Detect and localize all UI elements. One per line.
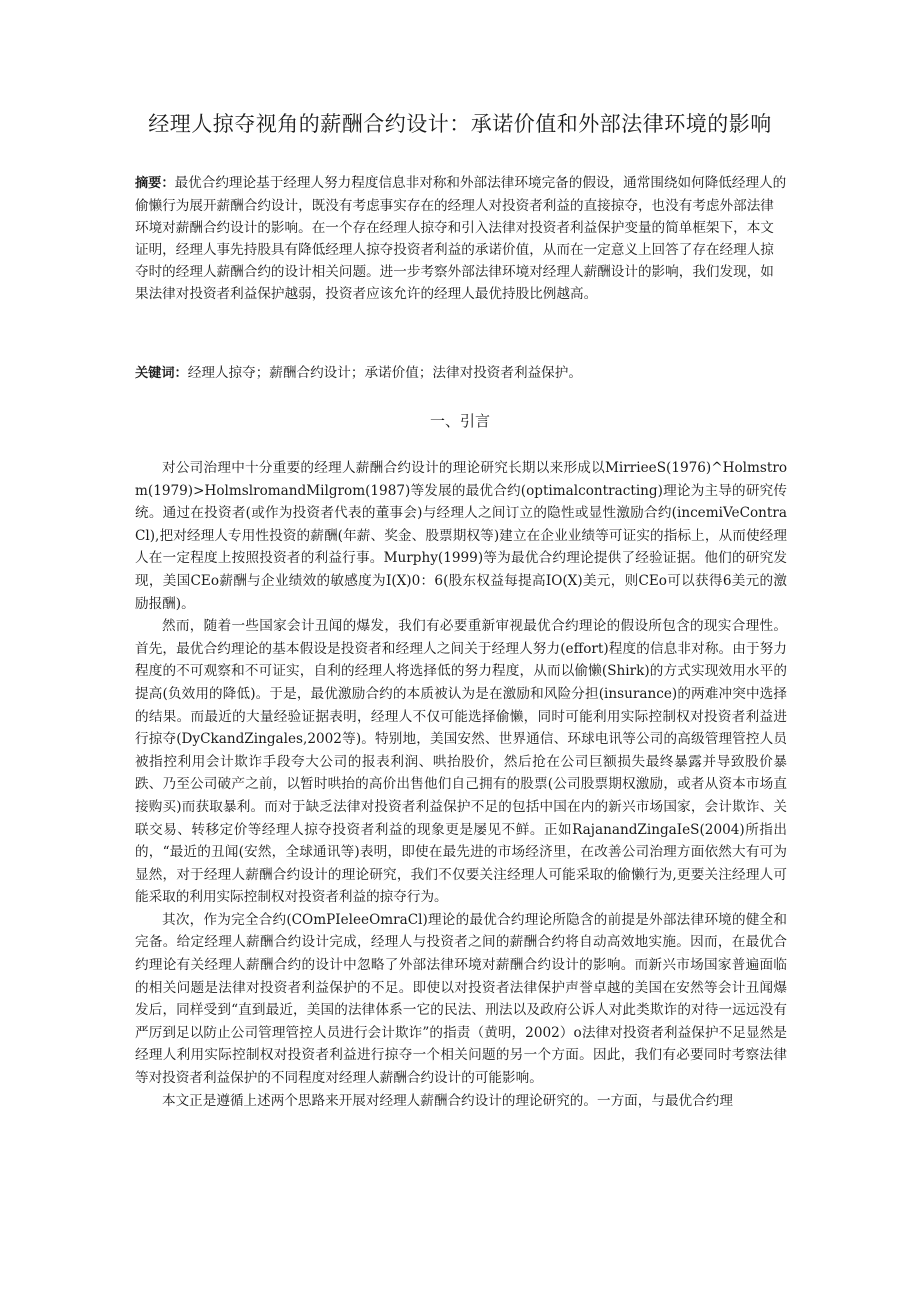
paragraph: 然而，随着一些国家会计丑闻的爆发，我们有必要重新审视最优合约理论的假设所包含的现实合理性。首先，最优合约理论的基本假设是投资者和经理人之间关于经理人努力(effort)程度的信息非对称。由于努力程度的不可观察和不可证实，自利的经理人将选择低的努力程度，从而以偷懒(Shirk)的方式实现效用水平的提高(负效用的降低)。于是，最优激励合约的本质被认为是在激励和风险分担(insurance)的两难冲突中选择的结果。而最近的大量经验证据表明，经理人不仅可能选择偷懒，同时可能利用实际控制权对投资者利益进行掠夺(DyCkandZingales,2002等)。特别地，美国安然、世界通信、环球电讯等公司的高级管理管控人员被指控利用会计欺诈手段夸大公司的报表利润、哄抬股价，然后抢在公司巨额损失最终暴露并导致股价暴跌、乃至公司破产之前，以暂时哄抬的高价出售他们自己拥有的股票(公司股票期权激励，或者从资本市场直接购买)而获取暴利。而对于缺乏法律对投资者利益保护不足的包括中国在内的新兴市场国家，会计欺诈、关联交易、转移定价等经理人掠夺投资者利益的现象更是屡见不鲜。正如RajanandZingaIeS(2004)所指出的，“最近的丑闻(安然，全球通讯等)表明，即使在最先进的市场经济里，在改善公司治理方面依然大有可为显然，对于经理人薪酬合约设计的理论研究，我们不仅要关注经理人可能采取的偷懒行为,更要关注经理人可能采取的利用实际控制权对投资者利益的掠夺行为。 <box>135 618 787 906</box>
paragraph: 对公司治理中十分重要的经理人薪酬合约设计的理论研究长期以来形成以MirrieeS(1976)^Holmstrom(1979)>HolmslromandMilgrom(1987)等发展的最优合约(optimalcontracting)理论为主导的研究传统。通过在投资者(或作为投资者代表的董事会)与经理人之间订立的隐性或显性激励合约(incemiVeContraCl),把对经理人专用性投资的薪酬(年薪、奖金、股票期权等)建立在企业业绩等可证实的指标上，从而使经理人在一定程度上按照投资者的利益行事。Murphy(1999)等为最优合约理论提供了经验证据。他们的研究发现，美国CEo薪酬与企业绩效的敏感度为I(X)0：6(股东权益每提高IO(X)美元，则CEo可以获得6美元的激励报酬)。 <box>135 460 787 612</box>
abstract-text: 最优合约理论基于经理人努力程度信息非对称和外部法律环境完备的假设，通常围绕如何降低经理人的偷懒行为展开薪酬合约设计，既没有考虑事实存在的经理人对投资者利益的直接掠夺，也没有考虑外部法律环境对薪酬合约设计的影响。在一个存在经理人掠夺和引入法律对投资者利益保护变量的简单框架下，本文证明，经理人事先持股具有降低经理人掠夺投资者利益的承诺价值，从而在一定意义上回答了存在经理人掠夺时的经理人薪酬合约的设计相关问题。进一步考察外部法律环境对经理人薪酬设计的影响，我们发现，如果法律对投资者利益保护越弱，投资者应该允许的经理人最优持股比例越高。 <box>135 175 787 302</box>
keywords-text: 经理人掠夺；薪酬合约设计；承诺价值；法律对投资者利益保护。 <box>187 365 582 381</box>
keywords <box>135 362 787 385</box>
paragraph: 本文正是遵循上述两个思路来开展对经理人薪酬合约设计的理论研究的。一方面，与最优合约理 <box>162 1092 733 1109</box>
paragraph: 其次，作为完全合约(COmPIeleeOmraCl)理论的最优合约理论所隐含的前提是外部法律环境的健全和完备。给定经理人薪酬合约设计完成，经理人与投资者之间的薪酬合约将自动高效地实施。因而，在最优合约理论有关经理人薪酬合约的设计中忽略了外部法律环境对薪酬合约设计的影响。而新兴市场国家普遍面临的相关问题是法律对投资者利益保护的不足。即使以对投资者法律保护声誉卓越的美国在安然等会计丑闻爆发后，同样受到“直到最近，美国的法律体系一它的民法、刑法以及政府公诉人对此类欺诈的对待一远远没有严厉到足以防止公司管理管控人员进行会计欺诈”的指责（黄明，2002）o法律对投资者利益保护不足显然是经理人利用实际控制权对投资者利益进行掠夺一个相关问题的另一个方面。因此，我们有必要同时考察法律等对投资者利益保护的不同程度对经理人薪酬合约设计的可能影响。 <box>135 911 787 1087</box>
body-text <box>135 457 787 1112</box>
paper-title: 经理人掠夺视角的薪酬合约设计：承诺价值和外部法律环境的影响 <box>148 112 772 136</box>
section-heading-introduction: 一、引言 <box>429 412 490 430</box>
abstract <box>135 172 787 305</box>
abstract-label: 摘要： <box>135 176 175 191</box>
keywords-label: 关键词： <box>135 366 188 381</box>
